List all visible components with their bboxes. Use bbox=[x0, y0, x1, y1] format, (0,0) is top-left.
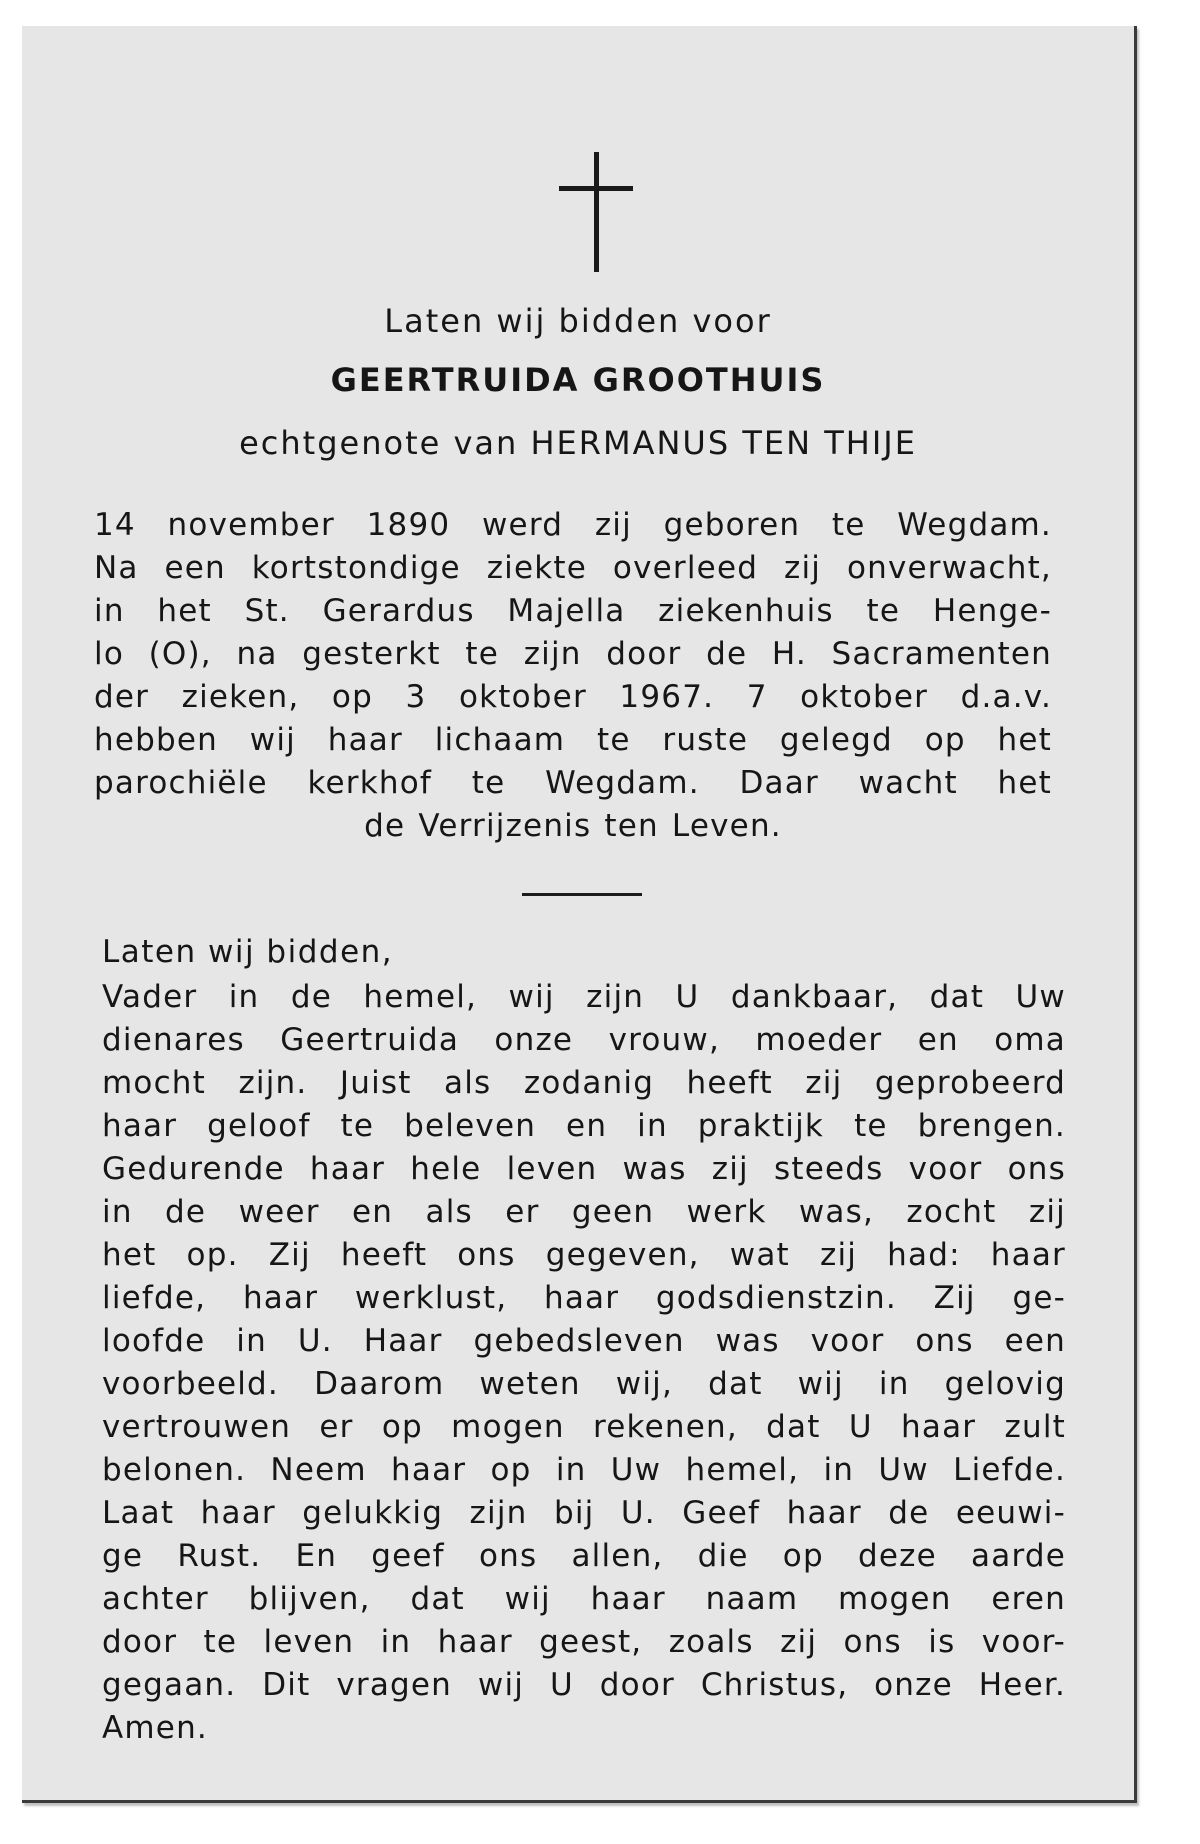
latin-cross-icon bbox=[559, 152, 633, 272]
prayer-line: haar geloof te beleven en in praktijk te brengen. bbox=[102, 1108, 1066, 1144]
prayer-line: vertrouwen er op mogen rekenen, dat U haar zult bbox=[102, 1409, 1066, 1445]
prayer-line: Vader in de hemel, wij zijn U dankbaar, dat Uw bbox=[102, 979, 1066, 1015]
prayer-line: achter blijven, dat wij haar naam mogen eren bbox=[102, 1581, 1066, 1617]
biography-line: hebben wij haar lichaam te ruste gelegd op het bbox=[94, 722, 1052, 758]
biography-line: der zieken, op 3 oktober 1967. 7 oktober d.a.v. bbox=[94, 679, 1052, 715]
prayer-heading: Laten wij bidden, bbox=[102, 934, 394, 970]
deceased-name: GEERTRUIDA GROOTHUIS bbox=[330, 361, 826, 399]
biography-line: 14 november 1890 werd zij geboren te Wegdam. bbox=[94, 507, 1052, 543]
prayer-line: Laat haar gelukkig zijn bij U. Geef haar de eeuwi- bbox=[102, 1495, 1066, 1531]
biography-line: Na een kortstondige ziekte overleed zij onverwacht, bbox=[94, 550, 1052, 586]
biography-line: in het St. Gerardus Majella ziekenhuis te Henge- bbox=[94, 593, 1052, 629]
prayer-paragraph bbox=[102, 976, 1066, 1750]
biography-line: parochiële kerkhof te Wegdam. Daar wacht het bbox=[94, 765, 1052, 801]
cross-horizontal-bar bbox=[559, 186, 633, 191]
biography-line: lo (O), na gesterkt te zijn door de H. Sacramenten bbox=[94, 636, 1052, 672]
prayer-line: voorbeeld. Daarom weten wij, dat wij in gelovig bbox=[102, 1366, 1066, 1402]
biography-line: de Verrijzenis ten Leven. bbox=[364, 808, 782, 844]
memorial-card bbox=[22, 26, 1137, 1803]
prayer-line: het op. Zij heeft ons gegeven, wat zij had: haar bbox=[102, 1237, 1066, 1273]
prayer-line: dienares Geertruida onze vrouw, moeder en oma bbox=[102, 1022, 1066, 1058]
prayer-line: gegaan. Dit vragen wij U door Christus, onze Heer. bbox=[102, 1667, 1066, 1703]
prayer-line: liefde, haar werklust, haar godsdienstzin. Zij ge- bbox=[102, 1280, 1066, 1316]
section-divider bbox=[522, 893, 642, 896]
prayer-line: belonen. Neem haar op in Uw hemel, in Uw Liefde. bbox=[102, 1452, 1066, 1488]
prayer-line: loofde in U. Haar gebedsleven was voor ons een bbox=[102, 1323, 1066, 1359]
prayer-line: ge Rust. En geef ons allen, die op deze aarde bbox=[102, 1538, 1066, 1574]
intro-text: Laten wij bidden voor bbox=[384, 302, 772, 340]
prayer-line: Gedurende haar hele leven was zij steeds voor ons bbox=[102, 1151, 1066, 1187]
cross-vertical-bar bbox=[594, 152, 599, 272]
prayer-line: door te leven in haar geest, zoals zij ons is voor- bbox=[102, 1624, 1066, 1660]
biography-paragraph bbox=[94, 504, 1052, 848]
prayer-line: Amen. bbox=[102, 1710, 208, 1746]
prayer-line: mocht zijn. Juist als zodanig heeft zij geprobeerd bbox=[102, 1065, 1066, 1101]
prayer-line: in de weer en als er geen werk was, zocht zij bbox=[102, 1194, 1066, 1230]
spouse-name: HERMANUS TEN THIJE bbox=[530, 424, 917, 462]
spouse-line bbox=[22, 424, 1134, 462]
spouse-prefix: echtgenote van bbox=[239, 424, 519, 462]
